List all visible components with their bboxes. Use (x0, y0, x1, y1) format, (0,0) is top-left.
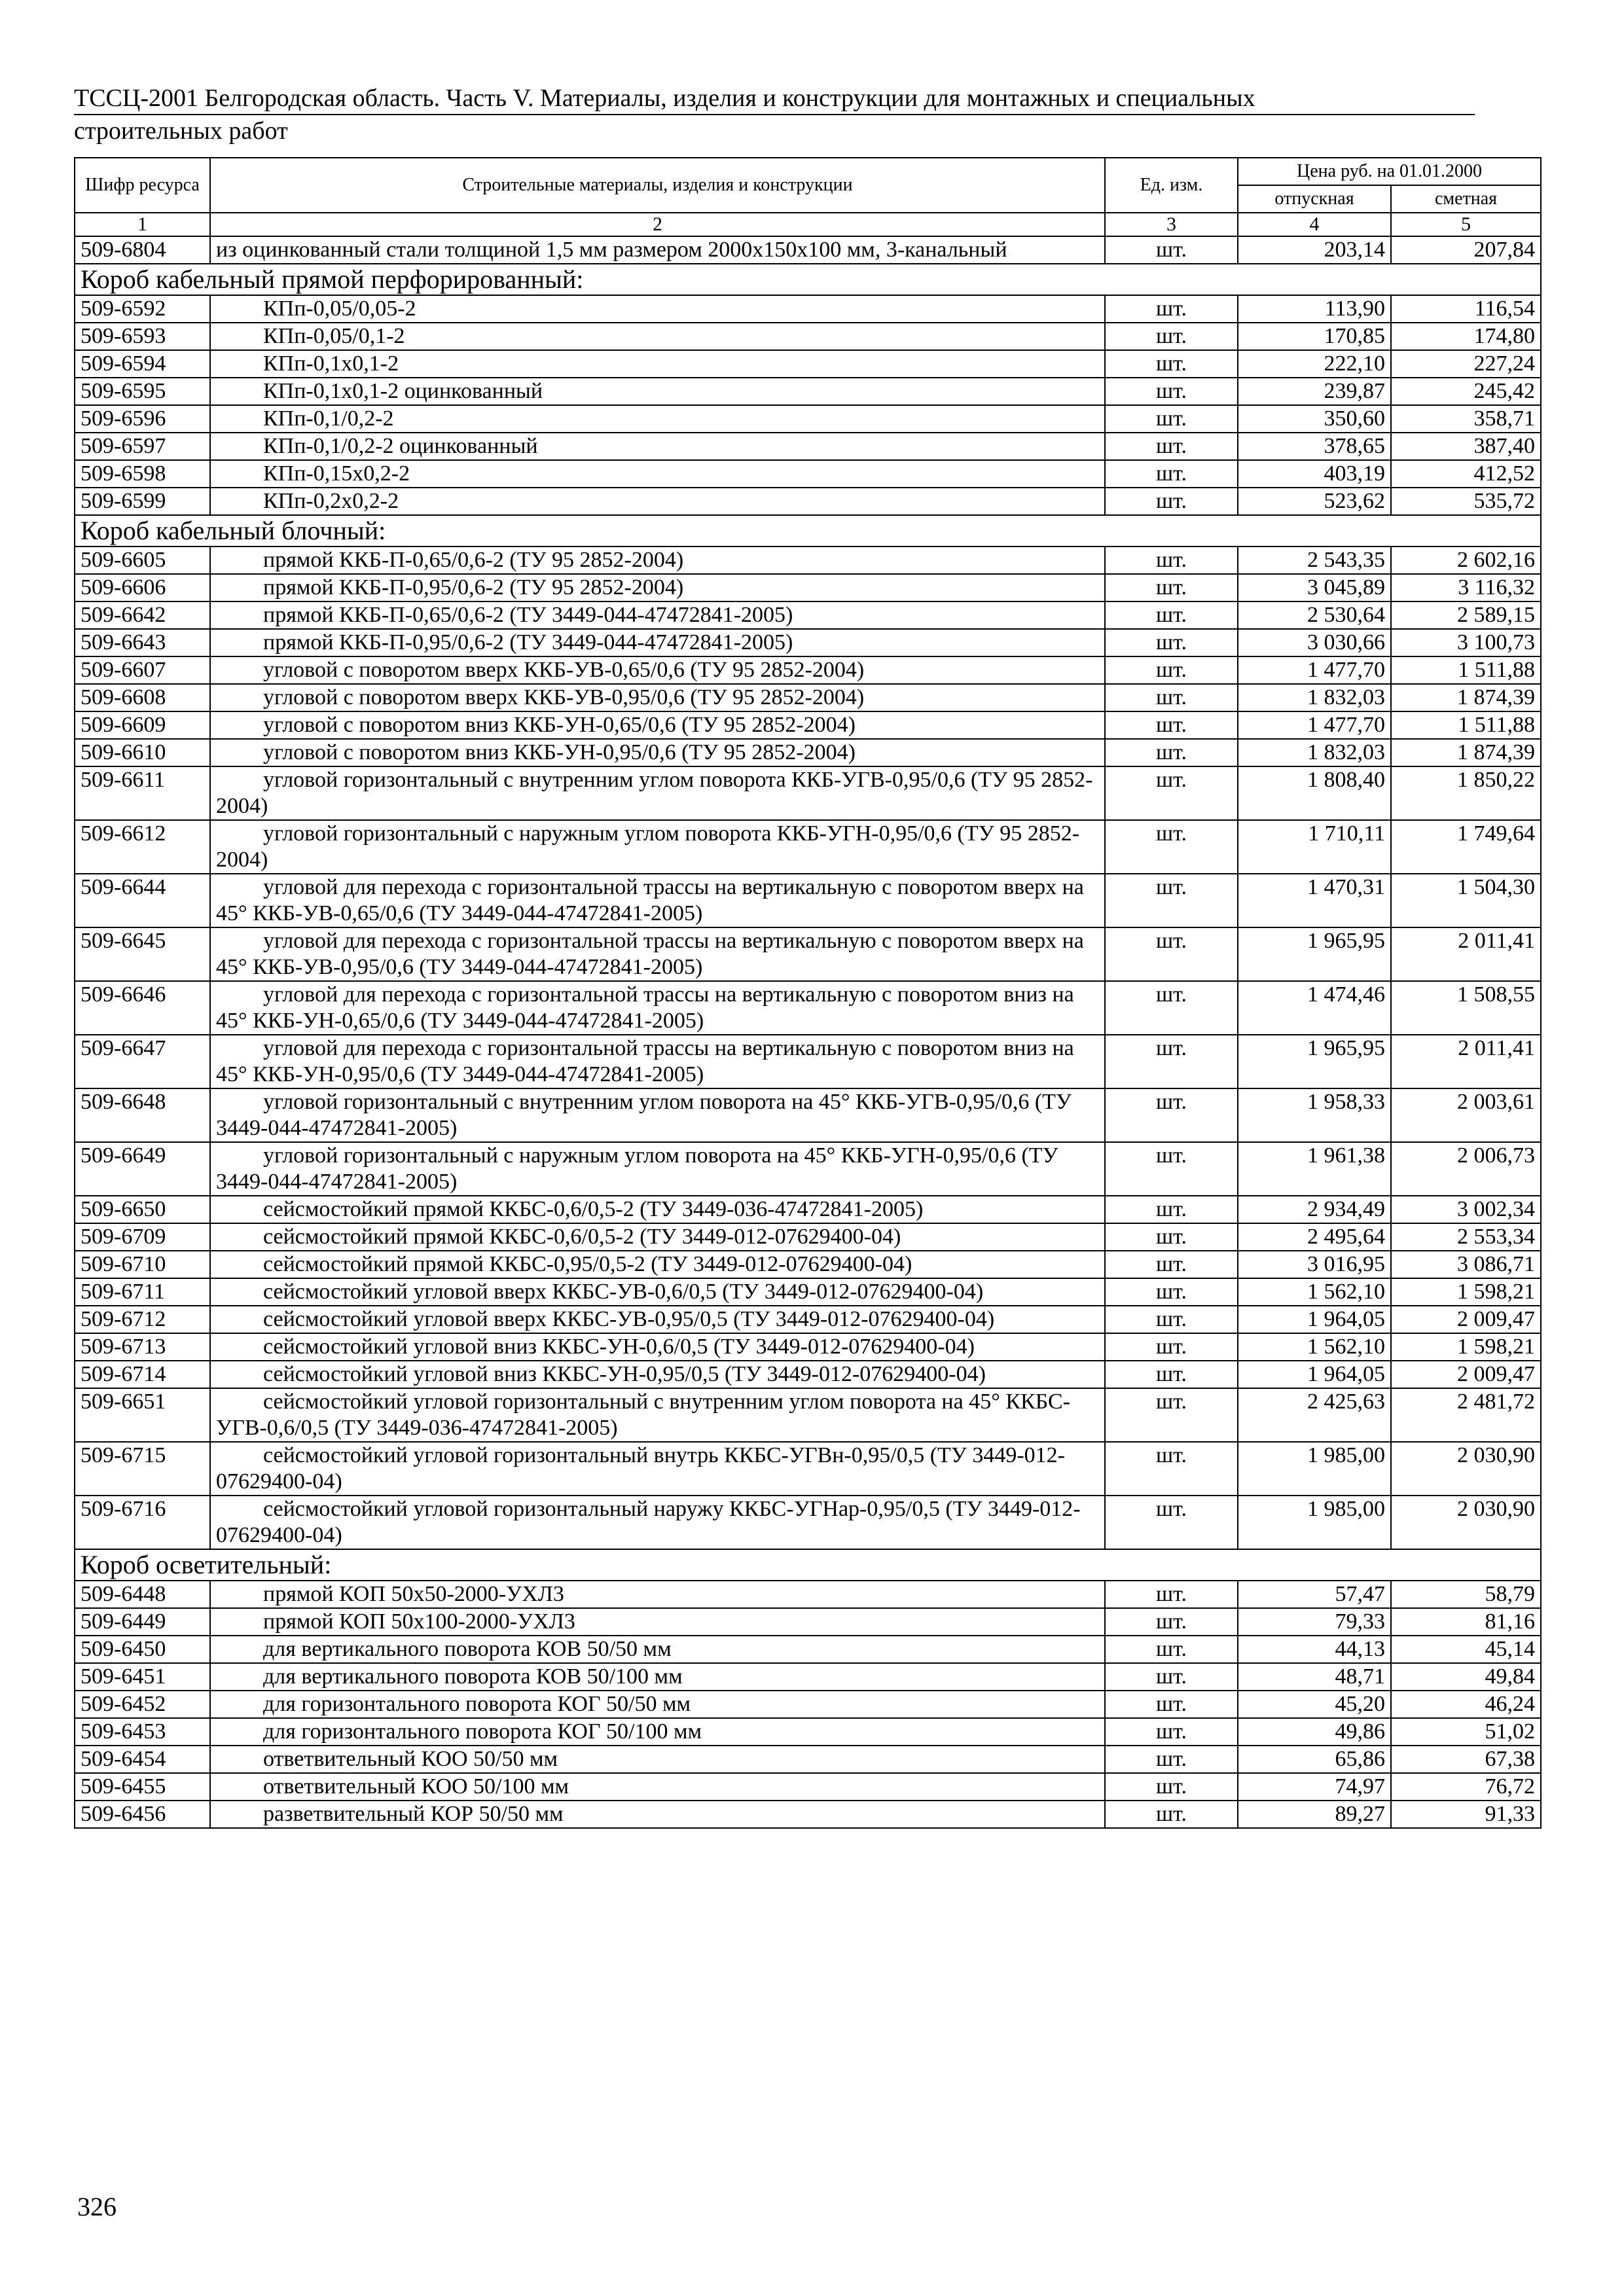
cell-release-price: 170,85 (1238, 323, 1391, 350)
cell-unit: шт. (1105, 460, 1238, 488)
cell-release-price: 403,19 (1238, 460, 1391, 488)
cell-release-price: 74,97 (1238, 1773, 1391, 1801)
cell-name: разветвительный КОР 50/50 мм (210, 1801, 1105, 1828)
cell-code: 509-6605 (75, 547, 210, 574)
cell-name: угловой с поворотом вверх ККБ-УВ-0,95/0,6 (ТУ 95 2852-2004) (210, 684, 1105, 711)
cell-unit: шт. (1105, 1333, 1238, 1361)
cell-unit: шт. (1105, 1196, 1238, 1223)
cell-code: 509-6455 (75, 1773, 210, 1801)
table-row (75, 1223, 1541, 1251)
cell-name: сейсмостойкий угловой вверх ККБС-УВ-0,95/0,5 (ТУ 3449-012-07629400-04) (210, 1306, 1105, 1333)
table-row (75, 766, 1541, 820)
cell-unit: шт. (1105, 350, 1238, 378)
cell-code: 509-6449 (75, 1608, 210, 1636)
cell-estimate-price: 2 003,61 (1391, 1088, 1541, 1142)
cell-release-price: 1 965,95 (1238, 1035, 1391, 1088)
section-row (75, 515, 1541, 547)
table-row (75, 1691, 1541, 1718)
cell-name: сейсмостойкий угловой горизонтальный наружу ККБС-УГНар-0,95/0,5 (ТУ 3449-012-07629400-04) (210, 1496, 1105, 1549)
cell-code: 509-6450 (75, 1636, 210, 1663)
cell-estimate-price: 2 011,41 (1391, 927, 1541, 981)
table-row (75, 1251, 1541, 1278)
cell-unit: шт. (1105, 927, 1238, 981)
table-row (75, 547, 1541, 574)
cell-code: 509-6714 (75, 1361, 210, 1388)
table-row (75, 1361, 1541, 1388)
cell-release-price: 2 530,64 (1238, 601, 1391, 629)
cell-name: угловой для перехода с горизонтальной трассы на вертикальную с поворотом вверх на 45° ККБ-УВ-0,95/0,6 (ТУ 3449-044-47472841-2005) (210, 927, 1105, 981)
cell-release-price: 2 543,35 (1238, 547, 1391, 574)
table-row (75, 1306, 1541, 1333)
cell-code: 509-6710 (75, 1251, 210, 1278)
section-row (75, 264, 1541, 295)
table-row (75, 1388, 1541, 1442)
col-header-name: Строительные материалы, изделия и конструкции (210, 158, 1105, 213)
cell-release-price: 203,14 (1238, 236, 1391, 264)
cell-release-price: 1 710,11 (1238, 820, 1391, 874)
section-title: Короб кабельный прямой перфорированный: (75, 264, 1541, 295)
cell-estimate-price: 1 598,21 (1391, 1278, 1541, 1306)
cell-code: 509-6448 (75, 1581, 210, 1608)
cell-unit: шт. (1105, 601, 1238, 629)
cell-unit: шт. (1105, 405, 1238, 433)
cell-code: 509-6595 (75, 378, 210, 405)
cell-name: КПп-0,1х0,1-2 оцинкованный (210, 378, 1105, 405)
cell-unit: шт. (1105, 1223, 1238, 1251)
cell-code: 509-6606 (75, 574, 210, 601)
cell-unit: шт. (1105, 1278, 1238, 1306)
cell-name: сейсмостойкий прямой ККБС-0,6/0,5-2 (ТУ 3449-036-47472841-2005) (210, 1196, 1105, 1223)
table-row (75, 1746, 1541, 1773)
cell-code: 509-6451 (75, 1663, 210, 1691)
cell-code: 509-6644 (75, 874, 210, 927)
cell-name: КПп-0,05/0,1-2 (210, 323, 1105, 350)
header-title-line2: строительных работ (74, 117, 288, 145)
column-number: 1 (75, 213, 210, 236)
cell-estimate-price: 2 602,16 (1391, 547, 1541, 574)
cell-name: сейсмостойкий угловой вниз ККБС-УН-0,95/0,5 (ТУ 3449-012-07629400-04) (210, 1361, 1105, 1388)
table-row (75, 739, 1541, 766)
cell-name: сейсмостойкий прямой ККБС-0,6/0,5-2 (ТУ 3449-012-07629400-04) (210, 1223, 1105, 1251)
cell-code: 509-6647 (75, 1035, 210, 1088)
cell-release-price: 113,90 (1238, 295, 1391, 323)
cell-code: 509-6453 (75, 1718, 210, 1746)
cell-estimate-price: 535,72 (1391, 488, 1541, 515)
table-row (75, 1801, 1541, 1828)
cell-code: 509-6610 (75, 739, 210, 766)
cell-unit: шт. (1105, 1691, 1238, 1718)
header-row-top (75, 158, 1541, 185)
cell-estimate-price: 3 002,34 (1391, 1196, 1541, 1223)
cell-release-price: 523,62 (1238, 488, 1391, 515)
table-row (75, 1773, 1541, 1801)
cell-release-price: 1 562,10 (1238, 1333, 1391, 1361)
cell-estimate-price: 2 553,34 (1391, 1223, 1541, 1251)
cell-release-price: 57,47 (1238, 1581, 1391, 1608)
col-header-code: Шифр ресурса (75, 158, 210, 213)
cell-estimate-price: 1 874,39 (1391, 739, 1541, 766)
cell-release-price: 45,20 (1238, 1691, 1391, 1718)
cell-unit: шт. (1105, 236, 1238, 264)
table-row (75, 1035, 1541, 1088)
cell-release-price: 3 016,95 (1238, 1251, 1391, 1278)
cell-release-price: 1 832,03 (1238, 739, 1391, 766)
cell-code: 509-6651 (75, 1388, 210, 1442)
cell-estimate-price: 81,16 (1391, 1608, 1541, 1636)
table-row (75, 1142, 1541, 1196)
cell-estimate-price: 45,14 (1391, 1636, 1541, 1663)
table-row (75, 927, 1541, 981)
cell-release-price: 239,87 (1238, 378, 1391, 405)
table-row (75, 1088, 1541, 1142)
cell-unit: шт. (1105, 1442, 1238, 1496)
cell-release-price: 3 045,89 (1238, 574, 1391, 601)
cell-unit: шт. (1105, 874, 1238, 927)
cell-name: сейсмостойкий угловой горизонтальный внутрь ККБС-УГВн-0,95/0,5 (ТУ 3449-012-07629400-04) (210, 1442, 1105, 1496)
cell-unit: шт. (1105, 488, 1238, 515)
cell-estimate-price: 3 100,73 (1391, 629, 1541, 656)
cell-release-price: 3 030,66 (1238, 629, 1391, 656)
cell-code: 509-6715 (75, 1442, 210, 1496)
page-number: 326 (77, 2192, 117, 2221)
cell-name: сейсмостойкий угловой вверх ККБС-УВ-0,6/0,5 (ТУ 3449-012-07629400-04) (210, 1278, 1105, 1306)
cell-unit: шт. (1105, 1663, 1238, 1691)
cell-name: сейсмостойкий угловой горизонтальный с внутренним углом поворота на 45° ККБС-УГВ-0,6/0,5 (ТУ 3449-036-47472841-2005) (210, 1388, 1105, 1442)
section-title: Короб кабельный блочный: (75, 515, 1541, 547)
table-row (75, 601, 1541, 629)
cell-code: 509-6645 (75, 927, 210, 981)
cell-name: ответвительный КОО 50/50 мм (210, 1746, 1105, 1773)
cell-estimate-price: 91,33 (1391, 1801, 1541, 1828)
cell-code: 509-6593 (75, 323, 210, 350)
cell-release-price: 65,86 (1238, 1746, 1391, 1773)
cell-release-price: 1 964,05 (1238, 1306, 1391, 1333)
cell-unit: шт. (1105, 739, 1238, 766)
cell-estimate-price: 116,54 (1391, 295, 1541, 323)
cell-code: 509-6456 (75, 1801, 210, 1828)
cell-name: КПп-0,1/0,2-2 оцинкованный (210, 433, 1105, 460)
cell-code: 509-6594 (75, 350, 210, 378)
cell-name: сейсмостойкий угловой вниз ККБС-УН-0,6/0,5 (ТУ 3449-012-07629400-04) (210, 1333, 1105, 1361)
cell-release-price: 2 425,63 (1238, 1388, 1391, 1442)
cell-unit: шт. (1105, 574, 1238, 601)
table-row (75, 656, 1541, 684)
cell-estimate-price: 245,42 (1391, 378, 1541, 405)
cell-code: 509-6452 (75, 1691, 210, 1718)
cell-unit: шт. (1105, 1718, 1238, 1746)
table-row (75, 236, 1541, 264)
cell-estimate-price: 1 511,88 (1391, 656, 1541, 684)
cell-name: угловой горизонтальный с внутренним углом поворота ККБ-УГВ-0,95/0,6 (ТУ 95 2852-2004) (210, 766, 1105, 820)
cell-release-price: 1 832,03 (1238, 684, 1391, 711)
table-row (75, 1663, 1541, 1691)
cell-name: для вертикального поворота КОВ 50/50 мм (210, 1636, 1105, 1663)
cell-estimate-price: 412,52 (1391, 460, 1541, 488)
cell-name: из оцинкованный стали толщиной 1,5 мм размером 2000x150x100 мм, 3-канальный (210, 236, 1105, 264)
cell-name: угловой горизонтальный с наружным углом поворота на 45° ККБ-УГН-0,95/0,6 (ТУ 3449-044-47472841-2005) (210, 1142, 1105, 1196)
col-header-unit: Ед. изм. (1105, 158, 1238, 213)
col-header-release: отпускная (1238, 185, 1391, 213)
cell-release-price: 89,27 (1238, 1801, 1391, 1828)
cell-unit: шт. (1105, 433, 1238, 460)
cell-estimate-price: 2 011,41 (1391, 1035, 1541, 1088)
cell-estimate-price: 1 598,21 (1391, 1333, 1541, 1361)
cell-name: угловой для перехода с горизонтальной трассы на вертикальную с поворотом вниз на 45° ККБ-УН-0,95/0,6 (ТУ 3449-044-47472841-2005) (210, 1035, 1105, 1088)
cell-name: КПп-0,2х0,2-2 (210, 488, 1105, 515)
page-header (74, 82, 1475, 147)
cell-code: 509-6646 (75, 981, 210, 1035)
table-row (75, 1333, 1541, 1361)
cell-estimate-price: 207,84 (1391, 236, 1541, 264)
table-row (75, 711, 1541, 739)
cell-code: 509-6454 (75, 1746, 210, 1773)
table-body (75, 236, 1541, 1828)
table-row (75, 874, 1541, 927)
cell-unit: шт. (1105, 1361, 1238, 1388)
cell-release-price: 1 477,70 (1238, 656, 1391, 684)
cell-release-price: 79,33 (1238, 1608, 1391, 1636)
cell-name: прямой КОП 50х50-2000-УХЛ3 (210, 1581, 1105, 1608)
table-row (75, 488, 1541, 515)
cell-code: 509-6713 (75, 1333, 210, 1361)
cell-estimate-price: 2 009,47 (1391, 1361, 1541, 1388)
cell-release-price: 378,65 (1238, 433, 1391, 460)
cell-unit: шт. (1105, 323, 1238, 350)
table-row (75, 378, 1541, 405)
cell-unit: шт. (1105, 547, 1238, 574)
col-header-estimate: сметная (1391, 185, 1541, 213)
cell-name: для горизонтального поворота КОГ 50/100 мм (210, 1718, 1105, 1746)
cell-estimate-price: 358,71 (1391, 405, 1541, 433)
cell-unit: шт. (1105, 295, 1238, 323)
cell-unit: шт. (1105, 1636, 1238, 1663)
cell-name: КПп-0,1х0,1-2 (210, 350, 1105, 378)
cell-code: 509-6597 (75, 433, 210, 460)
cell-unit: шт. (1105, 1801, 1238, 1828)
cell-unit: шт. (1105, 629, 1238, 656)
cell-name: угловой с поворотом вверх ККБ-УВ-0,65/0,6 (ТУ 95 2852-2004) (210, 656, 1105, 684)
cell-estimate-price: 1 508,55 (1391, 981, 1541, 1035)
cell-release-price: 350,60 (1238, 405, 1391, 433)
cell-estimate-price: 2 006,73 (1391, 1142, 1541, 1196)
cell-code: 509-6642 (75, 601, 210, 629)
cell-release-price: 1 808,40 (1238, 766, 1391, 820)
cell-name: для вертикального поворота КОВ 50/100 мм (210, 1663, 1105, 1691)
cell-code: 509-6611 (75, 766, 210, 820)
cell-release-price: 1 477,70 (1238, 711, 1391, 739)
cell-name: сейсмостойкий прямой ККБС-0,95/0,5-2 (ТУ 3449-012-07629400-04) (210, 1251, 1105, 1278)
table-row (75, 981, 1541, 1035)
table-header (75, 158, 1541, 236)
cell-estimate-price: 58,79 (1391, 1581, 1541, 1608)
cell-estimate-price: 46,24 (1391, 1691, 1541, 1718)
cell-release-price: 1 985,00 (1238, 1442, 1391, 1496)
cell-unit: шт. (1105, 684, 1238, 711)
cell-estimate-price: 1 874,39 (1391, 684, 1541, 711)
cell-code: 509-6711 (75, 1278, 210, 1306)
cell-release-price: 49,86 (1238, 1718, 1391, 1746)
column-number: 3 (1105, 213, 1238, 236)
cell-code: 509-6599 (75, 488, 210, 515)
price-table (74, 157, 1542, 1829)
table-row (75, 574, 1541, 601)
cell-name: прямой ККБ-П-0,95/0,6-2 (ТУ 95 2852-2004) (210, 574, 1105, 601)
cell-unit: шт. (1105, 981, 1238, 1035)
cell-estimate-price: 3 116,32 (1391, 574, 1541, 601)
cell-name: прямой ККБ-П-0,65/0,6-2 (ТУ 95 2852-2004) (210, 547, 1105, 574)
table-row (75, 1196, 1541, 1223)
cell-release-price: 1 474,46 (1238, 981, 1391, 1035)
cell-estimate-price: 1 850,22 (1391, 766, 1541, 820)
cell-code: 509-6716 (75, 1496, 210, 1549)
cell-release-price: 1 964,05 (1238, 1361, 1391, 1388)
cell-release-price: 222,10 (1238, 350, 1391, 378)
cell-estimate-price: 49,84 (1391, 1663, 1541, 1691)
cell-code: 509-6598 (75, 460, 210, 488)
cell-name: угловой горизонтальный с наружным углом поворота ККБ-УГН-0,95/0,6 (ТУ 95 2852-2004) (210, 820, 1105, 874)
table-row (75, 433, 1541, 460)
cell-name: прямой КОП 50х100-2000-УХЛ3 (210, 1608, 1105, 1636)
cell-name: угловой горизонтальный с внутренним углом поворота на 45° ККБ-УГВ-0,95/0,6 (ТУ 3449-044-47472841-2005) (210, 1088, 1105, 1142)
table-row (75, 1608, 1541, 1636)
cell-unit: шт. (1105, 1306, 1238, 1333)
cell-estimate-price: 387,40 (1391, 433, 1541, 460)
cell-release-price: 1 958,33 (1238, 1088, 1391, 1142)
cell-name: угловой для перехода с горизонтальной трассы на вертикальную с поворотом вверх на 45° ККБ-УВ-0,65/0,6 (ТУ 3449-044-47472841-2005) (210, 874, 1105, 927)
cell-unit: шт. (1105, 1496, 1238, 1549)
table-row (75, 350, 1541, 378)
cell-unit: шт. (1105, 656, 1238, 684)
cell-code: 509-6596 (75, 405, 210, 433)
cell-name: угловой с поворотом вниз ККБ-УН-0,65/0,6 (ТУ 95 2852-2004) (210, 711, 1105, 739)
cell-release-price: 1 961,38 (1238, 1142, 1391, 1196)
header-title-line1: ТССЦ-2001 Белгородская область. Часть V. Материалы, изделия и конструкции для монтажных и специальных (74, 82, 1475, 115)
cell-estimate-price: 76,72 (1391, 1773, 1541, 1801)
table-row (75, 684, 1541, 711)
cell-unit: шт. (1105, 1142, 1238, 1196)
cell-estimate-price: 67,38 (1391, 1746, 1541, 1773)
cell-release-price: 48,71 (1238, 1663, 1391, 1691)
cell-estimate-price: 2 030,90 (1391, 1442, 1541, 1496)
column-number: 4 (1238, 213, 1391, 236)
cell-release-price: 2 495,64 (1238, 1223, 1391, 1251)
cell-name: КПп-0,05/0,05-2 (210, 295, 1105, 323)
cell-unit: шт. (1105, 766, 1238, 820)
cell-name: угловой для перехода с горизонтальной трассы на вертикальную с поворотом вниз на 45° ККБ-УН-0,65/0,6 (ТУ 3449-044-47472841-2005) (210, 981, 1105, 1035)
cell-name: прямой ККБ-П-0,95/0,6-2 (ТУ 3449-044-47472841-2005) (210, 629, 1105, 656)
cell-release-price: 44,13 (1238, 1636, 1391, 1663)
cell-estimate-price: 51,02 (1391, 1718, 1541, 1746)
cell-unit: шт. (1105, 1581, 1238, 1608)
cell-name: для горизонтального поворота КОГ 50/50 мм (210, 1691, 1105, 1718)
cell-estimate-price: 2 030,90 (1391, 1496, 1541, 1549)
cell-code: 509-6712 (75, 1306, 210, 1333)
table-row (75, 460, 1541, 488)
cell-code: 509-6804 (75, 236, 210, 264)
cell-unit: шт. (1105, 1251, 1238, 1278)
cell-estimate-price: 1 749,64 (1391, 820, 1541, 874)
cell-name: КПп-0,15х0,2-2 (210, 460, 1105, 488)
column-number: 2 (210, 213, 1105, 236)
cell-estimate-price: 3 086,71 (1391, 1251, 1541, 1278)
section-row (75, 1549, 1541, 1581)
table-row (75, 1718, 1541, 1746)
cell-code: 509-6607 (75, 656, 210, 684)
cell-estimate-price: 2 009,47 (1391, 1306, 1541, 1333)
cell-unit: шт. (1105, 711, 1238, 739)
cell-name: угловой с поворотом вниз ККБ-УН-0,95/0,6 (ТУ 95 2852-2004) (210, 739, 1105, 766)
cell-name: КПп-0,1/0,2-2 (210, 405, 1105, 433)
cell-unit: шт. (1105, 1035, 1238, 1088)
cell-code: 509-6709 (75, 1223, 210, 1251)
cell-unit: шт. (1105, 1746, 1238, 1773)
cell-release-price: 1 470,31 (1238, 874, 1391, 927)
table-row (75, 1278, 1541, 1306)
table-row (75, 629, 1541, 656)
table-row (75, 1581, 1541, 1608)
cell-unit: шт. (1105, 1608, 1238, 1636)
cell-release-price: 1 965,95 (1238, 927, 1391, 981)
cell-unit: шт. (1105, 1388, 1238, 1442)
cell-estimate-price: 227,24 (1391, 350, 1541, 378)
cell-estimate-price: 174,80 (1391, 323, 1541, 350)
cell-release-price: 1 562,10 (1238, 1278, 1391, 1306)
cell-code: 509-6592 (75, 295, 210, 323)
column-number: 5 (1391, 213, 1541, 236)
cell-code: 509-6649 (75, 1142, 210, 1196)
cell-estimate-price: 1 504,30 (1391, 874, 1541, 927)
table-row (75, 295, 1541, 323)
cell-code: 509-6608 (75, 684, 210, 711)
cell-code: 509-6609 (75, 711, 210, 739)
table-row (75, 323, 1541, 350)
cell-code: 509-6648 (75, 1088, 210, 1142)
cell-code: 509-6643 (75, 629, 210, 656)
cell-name: ответвительный КОО 50/100 мм (210, 1773, 1105, 1801)
table-row (75, 820, 1541, 874)
table-row (75, 405, 1541, 433)
cell-estimate-price: 2 481,72 (1391, 1388, 1541, 1442)
table-row (75, 1442, 1541, 1496)
column-number-row (75, 213, 1541, 236)
cell-estimate-price: 1 511,88 (1391, 711, 1541, 739)
cell-code: 509-6612 (75, 820, 210, 874)
cell-name: прямой ККБ-П-0,65/0,6-2 (ТУ 3449-044-47472841-2005) (210, 601, 1105, 629)
cell-estimate-price: 2 589,15 (1391, 601, 1541, 629)
cell-release-price: 2 934,49 (1238, 1196, 1391, 1223)
cell-release-price: 1 985,00 (1238, 1496, 1391, 1549)
table-row (75, 1496, 1541, 1549)
section-title: Короб осветительный: (75, 1549, 1541, 1581)
cell-unit: шт. (1105, 1773, 1238, 1801)
cell-unit: шт. (1105, 820, 1238, 874)
cell-unit: шт. (1105, 1088, 1238, 1142)
cell-code: 509-6650 (75, 1196, 210, 1223)
table-row (75, 1636, 1541, 1663)
col-header-price-group: Цена руб. на 01.01.2000 (1238, 158, 1541, 185)
cell-unit: шт. (1105, 378, 1238, 405)
